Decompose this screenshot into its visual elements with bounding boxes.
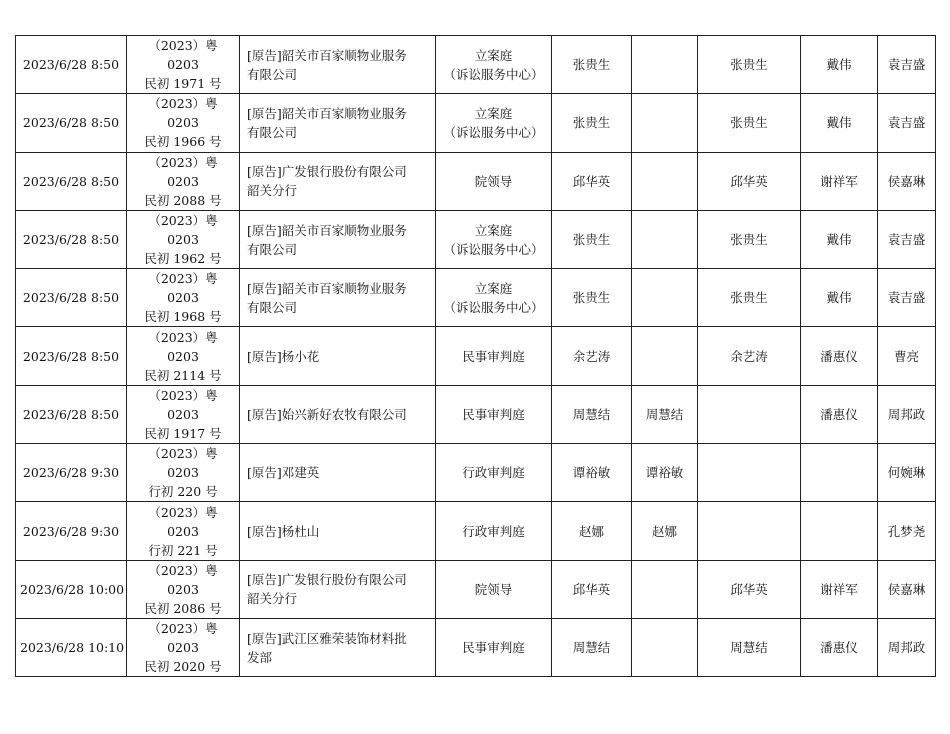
panel-member-cell [801, 269, 878, 327]
chief-judge-cell [698, 502, 801, 560]
panel-member-name: 潘惠仪 [820, 640, 858, 656]
hearing-time: 2023/6/28 10:00 [20, 581, 125, 597]
party-line-1: [原告]杨小花 [247, 348, 320, 364]
party-cell [240, 36, 436, 94]
party-cell [240, 269, 436, 327]
judge-cell [552, 269, 632, 327]
case-number-line-2: 民初 2086 号 [144, 600, 222, 616]
panel-member-cell [801, 94, 878, 152]
hearing-time: 2023/6/28 10:10 [20, 640, 125, 656]
chief-judge-name: 张贵生 [730, 115, 768, 131]
court-division-cell [436, 385, 552, 443]
court-division-line-1: 民事审判庭 [462, 348, 525, 364]
panel-member-name: 戴伟 [826, 115, 852, 131]
court-division-cell [436, 560, 552, 618]
table-row [16, 152, 936, 210]
party-line-1: [原告]韶关市百家顺物业服务 [247, 105, 407, 121]
chief-judge-cell [698, 210, 801, 268]
clerk-name: 何婉琳 [887, 465, 926, 481]
clerk-name: 袁吉盛 [887, 115, 926, 131]
clerk-cell [878, 327, 936, 385]
presiding-judge-cell [632, 618, 698, 676]
panel-member-cell [801, 327, 878, 385]
court-division-cell [436, 269, 552, 327]
judge-cell [552, 210, 632, 268]
party-cell [240, 560, 436, 618]
judge-cell [552, 94, 632, 152]
party-cell [240, 385, 436, 443]
court-division-cell [436, 210, 552, 268]
court-division-line-1: 立案庭 [474, 280, 513, 296]
judge-name: 张贵生 [572, 57, 611, 73]
party-cell [240, 618, 436, 676]
clerk-name: 周邦政 [887, 640, 926, 656]
chief-judge-name: 张贵生 [730, 290, 768, 306]
panel-member-cell [801, 152, 878, 210]
chief-judge-cell [698, 152, 801, 210]
judge-cell [552, 385, 632, 443]
party-line-1: [原告]广发银行股份有限公司 [247, 572, 407, 588]
court-division-line-2: （诉讼服务中心） [443, 241, 544, 257]
clerk-name: 侯嘉琳 [887, 173, 926, 189]
clerk-name: 曹亮 [893, 348, 919, 364]
chief-judge-name: 邱华英 [730, 581, 768, 597]
hearing-time-cell [16, 269, 127, 327]
judge-name: 周慧结 [572, 406, 611, 422]
court-division-cell [436, 94, 552, 152]
case-number-cell [127, 269, 240, 327]
case-number-line-2: 民初 1968 号 [144, 309, 222, 325]
clerk-name: 周邦政 [887, 406, 926, 422]
judge-cell [552, 444, 632, 502]
chief-judge-name: 张贵生 [730, 57, 768, 73]
case-number-line-1: （2023）粤 0203 [148, 213, 218, 248]
chief-judge-name: 周慧结 [730, 640, 768, 656]
chief-judge-cell [698, 385, 801, 443]
hearing-time-cell [16, 94, 127, 152]
case-number-line-2: 民初 1962 号 [144, 251, 222, 267]
case-number-line-2: 民初 2020 号 [144, 659, 222, 675]
hearing-schedule [15, 35, 936, 677]
presiding-judge-name: 赵娜 [651, 523, 677, 539]
panel-member-name: 戴伟 [826, 232, 852, 248]
presiding-judge-cell [632, 36, 698, 94]
case-number-line-1: （2023）粤 0203 [148, 562, 218, 597]
presiding-judge-cell [632, 94, 698, 152]
clerk-cell [878, 94, 936, 152]
clerk-cell [878, 385, 936, 443]
judge-name: 张贵生 [572, 290, 611, 306]
table-row [16, 560, 936, 618]
chief-judge-name: 余艺涛 [730, 348, 768, 364]
party-cell [240, 152, 436, 210]
case-number-line-1: （2023）粤 0203 [148, 329, 218, 364]
panel-member-name: 戴伟 [826, 57, 852, 73]
clerk-name: 侯嘉琳 [887, 581, 926, 597]
court-division-cell [436, 36, 552, 94]
table-row [16, 210, 936, 268]
case-number-cell [127, 618, 240, 676]
presiding-judge-cell [632, 502, 698, 560]
table-row [16, 269, 936, 327]
panel-member-name: 谢祥军 [820, 581, 858, 597]
hearing-time-cell [16, 444, 127, 502]
clerk-cell [878, 269, 936, 327]
party-cell [240, 94, 436, 152]
panel-member-name: 戴伟 [826, 290, 852, 306]
hearing-time: 2023/6/28 8:50 [22, 173, 120, 189]
court-division-cell [436, 444, 552, 502]
hearing-time-cell [16, 210, 127, 268]
clerk-cell [878, 444, 936, 502]
chief-judge-cell [698, 560, 801, 618]
presiding-judge-cell [632, 560, 698, 618]
hearing-time-cell [16, 327, 127, 385]
schedule-rows [16, 36, 936, 677]
hearing-time-cell [16, 36, 127, 94]
court-division-line-1: 行政审判庭 [462, 465, 525, 481]
case-number-line-2: 民初 2088 号 [144, 192, 222, 208]
hearing-time-cell [16, 618, 127, 676]
panel-member-name: 潘惠仪 [820, 348, 858, 364]
case-number-line-1: （2023）粤 0203 [148, 154, 218, 189]
clerk-cell [878, 618, 936, 676]
chief-judge-cell [698, 444, 801, 502]
court-division-line-1: 民事审判庭 [462, 406, 525, 422]
table-row [16, 36, 936, 94]
judge-cell [552, 327, 632, 385]
hearing-time: 2023/6/28 8:50 [22, 232, 120, 248]
case-number-line-2: 行初 221 号 [148, 542, 218, 558]
case-number-line-2: 行初 220 号 [148, 484, 218, 500]
panel-member-cell [801, 36, 878, 94]
hearing-schedule-table [15, 35, 936, 677]
party-line-2: 有限公司 [247, 299, 298, 315]
clerk-name: 袁吉盛 [887, 57, 926, 73]
chief-judge-name: 张贵生 [730, 232, 768, 248]
clerk-name: 袁吉盛 [887, 290, 926, 306]
clerk-cell [878, 152, 936, 210]
table-row [16, 94, 936, 152]
judge-name: 谭裕敏 [572, 465, 611, 481]
clerk-cell [878, 36, 936, 94]
case-number-line-1: （2023）粤 0203 [148, 446, 218, 481]
clerk-cell [878, 502, 936, 560]
chief-judge-cell [698, 618, 801, 676]
case-number-cell [127, 560, 240, 618]
judge-name: 张贵生 [572, 232, 611, 248]
hearing-time: 2023/6/28 8:50 [22, 348, 120, 364]
judge-name: 邱华英 [572, 581, 611, 597]
party-cell [240, 502, 436, 560]
clerk-cell [878, 210, 936, 268]
case-number-line-2: 民初 1966 号 [144, 134, 222, 150]
party-line-2: 发部 [247, 649, 273, 665]
presiding-judge-name: 周慧结 [645, 406, 684, 422]
panel-member-cell [801, 502, 878, 560]
judge-cell [552, 560, 632, 618]
court-division-line-1: 行政审判庭 [462, 523, 525, 539]
hearing-time-cell [16, 502, 127, 560]
party-cell [240, 444, 436, 502]
court-division-line-2: （诉讼服务中心） [443, 299, 544, 315]
court-division-line-1: 立案庭 [474, 105, 513, 121]
court-division-line-1: 院领导 [474, 173, 513, 189]
court-division-line-2: （诉讼服务中心） [443, 124, 544, 140]
party-line-1: [原告]韶关市百家顺物业服务 [247, 222, 407, 238]
presiding-judge-cell [632, 444, 698, 502]
party-line-2: 有限公司 [247, 66, 298, 82]
court-division-line-1: 院领导 [474, 581, 513, 597]
judge-name: 赵娜 [578, 523, 604, 539]
panel-member-cell [801, 444, 878, 502]
party-line-1: [原告]武江区雅荣装饰材料批 [247, 630, 407, 646]
case-number-cell [127, 94, 240, 152]
case-number-cell [127, 444, 240, 502]
chief-judge-cell [698, 269, 801, 327]
panel-member-cell [801, 618, 878, 676]
case-number-cell [127, 36, 240, 94]
panel-member-name: 谢祥军 [820, 173, 858, 189]
court-division-cell [436, 327, 552, 385]
presiding-judge-cell [632, 152, 698, 210]
presiding-judge-name: 谭裕敏 [645, 465, 684, 481]
clerk-cell [878, 560, 936, 618]
party-line-2: 有限公司 [247, 124, 298, 140]
presiding-judge-cell [632, 385, 698, 443]
judge-cell [552, 36, 632, 94]
hearing-time-cell [16, 560, 127, 618]
chief-judge-cell [698, 94, 801, 152]
case-number-line-2: 民初 1917 号 [144, 425, 222, 441]
court-division-line-1: 民事审判庭 [462, 640, 525, 656]
judge-name: 邱华英 [572, 173, 611, 189]
case-number-cell [127, 152, 240, 210]
court-division-line-1: 立案庭 [474, 222, 513, 238]
party-line-1: [原告]始兴新好农牧有限公司 [247, 406, 407, 422]
party-line-2: 韶关分行 [247, 591, 298, 607]
court-division-line-2: （诉讼服务中心） [443, 66, 544, 82]
party-line-2: 有限公司 [247, 241, 298, 257]
judge-name: 余艺涛 [572, 348, 611, 364]
party-line-1: [原告]杨杜山 [247, 523, 320, 539]
judge-cell [552, 152, 632, 210]
hearing-time: 2023/6/28 8:50 [22, 290, 120, 306]
hearing-time: 2023/6/28 8:50 [22, 57, 120, 73]
chief-judge-cell [698, 36, 801, 94]
court-division-line-1: 立案庭 [474, 47, 513, 63]
case-number-cell [127, 385, 240, 443]
clerk-name: 孔梦尧 [887, 523, 926, 539]
table-row [16, 618, 936, 676]
panel-member-cell [801, 560, 878, 618]
case-number-cell [127, 210, 240, 268]
case-number-line-1: （2023）粤 0203 [148, 504, 218, 539]
party-cell [240, 210, 436, 268]
party-line-1: [原告]韶关市百家顺物业服务 [247, 280, 407, 296]
case-number-line-1: （2023）粤 0203 [148, 96, 218, 131]
hearing-time-cell [16, 152, 127, 210]
party-line-2: 韶关分行 [247, 183, 298, 199]
case-number-line-1: （2023）粤 0203 [148, 38, 218, 73]
panel-member-cell [801, 210, 878, 268]
chief-judge-cell [698, 327, 801, 385]
presiding-judge-cell [632, 210, 698, 268]
case-number-line-1: （2023）粤 0203 [148, 621, 218, 656]
table-row [16, 444, 936, 502]
table-row [16, 327, 936, 385]
clerk-name: 袁吉盛 [887, 232, 926, 248]
case-number-line-1: （2023）粤 0203 [148, 387, 218, 422]
panel-member-name: 潘惠仪 [820, 406, 858, 422]
party-line-1: [原告]邓建英 [247, 465, 320, 481]
case-number-line-2: 民初 1971 号 [144, 76, 222, 92]
hearing-time: 2023/6/28 9:30 [22, 465, 120, 481]
panel-member-cell [801, 385, 878, 443]
presiding-judge-cell [632, 269, 698, 327]
party-cell [240, 327, 436, 385]
case-number-line-1: （2023）粤 0203 [148, 271, 218, 306]
party-line-1: [原告]广发银行股份有限公司 [247, 164, 407, 180]
table-row [16, 385, 936, 443]
hearing-time: 2023/6/28 9:30 [22, 523, 120, 539]
judge-cell [552, 618, 632, 676]
court-division-cell [436, 152, 552, 210]
judge-name: 周慧结 [572, 640, 611, 656]
presiding-judge-cell [632, 327, 698, 385]
judge-cell [552, 502, 632, 560]
hearing-time: 2023/6/28 8:50 [22, 115, 120, 131]
party-line-1: [原告]韶关市百家顺物业服务 [247, 47, 407, 63]
table-row [16, 502, 936, 560]
judge-name: 张贵生 [572, 115, 611, 131]
court-division-cell [436, 502, 552, 560]
chief-judge-name: 邱华英 [730, 173, 768, 189]
case-number-cell [127, 502, 240, 560]
hearing-time-cell [16, 385, 127, 443]
court-division-cell [436, 618, 552, 676]
case-number-cell [127, 327, 240, 385]
hearing-time: 2023/6/28 8:50 [22, 406, 120, 422]
case-number-line-2: 民初 2114 号 [144, 367, 222, 383]
